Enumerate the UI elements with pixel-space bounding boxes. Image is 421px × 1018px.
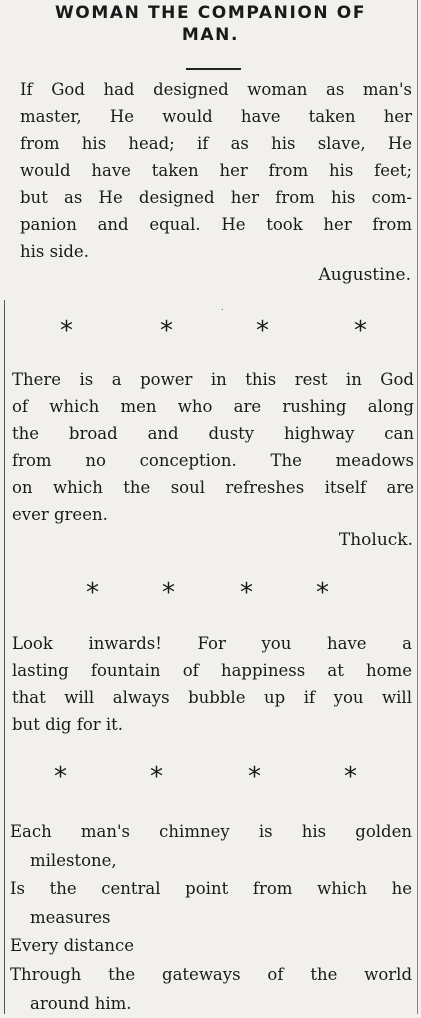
text-line: ever green. bbox=[12, 505, 108, 524]
text-line: would have taken her from his feet; bbox=[20, 161, 412, 180]
asterisk-icon: * bbox=[86, 578, 99, 608]
poem-line: Through the gateways of the world bbox=[10, 964, 412, 984]
asterisk-icon: * bbox=[54, 762, 67, 792]
poem-line: Each man's chimney is his golden bbox=[10, 822, 412, 841]
poem bbox=[10, 818, 412, 1018]
text-line: on which the soul refreshes itself are bbox=[12, 478, 414, 497]
text-line: but dig for it. bbox=[12, 715, 124, 734]
asterisk-icon: * bbox=[240, 578, 253, 608]
text-line: that will always bubble up if you will bbox=[12, 688, 412, 707]
text-line: from his head; if as his slave, He bbox=[20, 134, 412, 153]
text-line: the broad and dusty highway can bbox=[12, 424, 414, 443]
asterisk-icon: * bbox=[162, 578, 175, 608]
poem-line: milestone, bbox=[30, 850, 117, 870]
text-line: Look inwards! For you have a bbox=[12, 634, 412, 653]
poem-line: around him. bbox=[30, 993, 132, 1013]
headline-line-2: MAN. bbox=[181, 25, 240, 45]
column-rule-left bbox=[4, 300, 5, 1014]
attribution-tholuck: Tholuck. bbox=[338, 530, 413, 550]
asterisk-icon: * bbox=[150, 762, 163, 792]
text-line: master, He would have taken her bbox=[20, 107, 412, 126]
attribution-augustine: Augustine. bbox=[318, 265, 411, 285]
paragraph-look-inwards bbox=[12, 630, 412, 738]
text-line: There is a power in this rest in God bbox=[12, 370, 414, 389]
text-line: of which men who are rushing along bbox=[12, 397, 414, 416]
asterisk-icon: * bbox=[60, 316, 73, 346]
asterisk-icon: * bbox=[256, 316, 269, 346]
paragraph-tholuck bbox=[12, 366, 414, 528]
poem-line: Is the central point from which he bbox=[10, 879, 412, 899]
paragraph-augustine bbox=[20, 76, 412, 265]
text-line: from no conception. The meadows bbox=[12, 451, 414, 470]
text-line: but as He designed her from his com- bbox=[20, 188, 412, 207]
headline-divider bbox=[186, 68, 241, 70]
asterisk-icon: * bbox=[160, 316, 173, 346]
asterisk-icon: * bbox=[354, 316, 367, 346]
asterisk-icon: * bbox=[344, 762, 357, 792]
text-line: his side. bbox=[20, 242, 89, 261]
poem-line: Every distance bbox=[10, 936, 134, 956]
column-rule-right bbox=[417, 0, 418, 1014]
text-line: panion and equal. He took her from bbox=[20, 215, 412, 234]
poem-line: measures bbox=[30, 907, 111, 927]
text-line: If God had designed woman as man's bbox=[20, 80, 412, 99]
headline-line-1: WOMAN THE COMPANION OF bbox=[54, 3, 367, 23]
print-speck: ˙ bbox=[220, 309, 225, 319]
text-line: lasting fountain of happiness at home bbox=[12, 661, 412, 680]
asterisk-icon: * bbox=[248, 762, 261, 792]
asterisk-icon: * bbox=[316, 578, 329, 608]
